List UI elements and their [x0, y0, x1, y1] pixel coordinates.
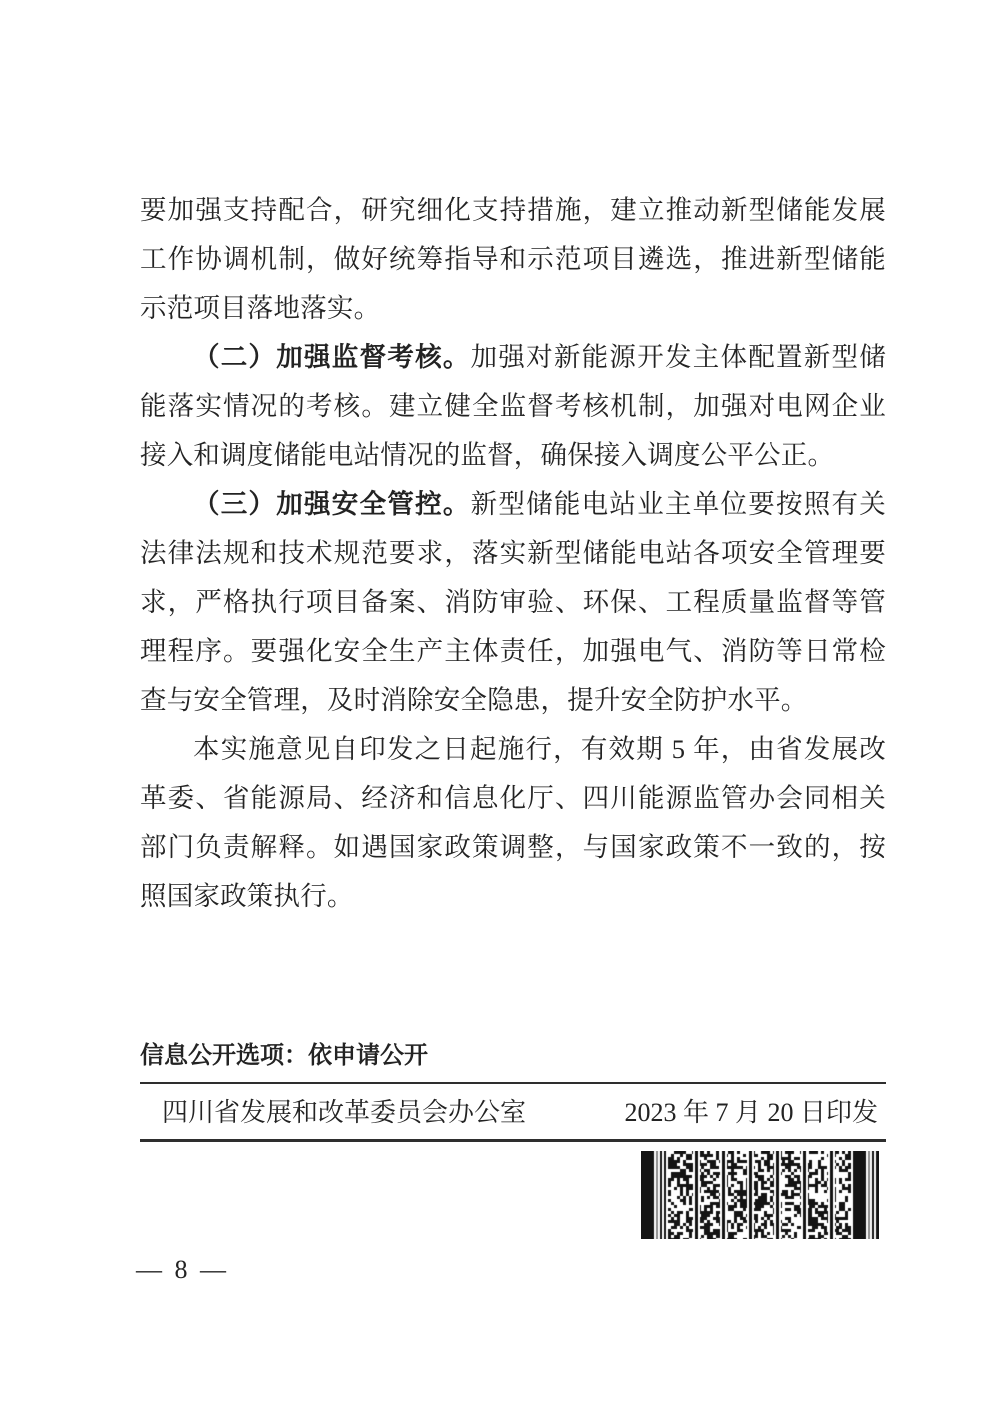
page-number: — 8 — — [136, 1255, 229, 1284]
print-date: 2023 年 7 月 20 日印发 — [624, 1098, 878, 1127]
issuer-name: 四川省发展和改革委员会办公室 — [162, 1098, 527, 1127]
disclosure-row — [140, 1041, 886, 1084]
paragraph-lead: （三）加强安全管控。 — [193, 489, 471, 519]
paragraph-item-3 — [140, 480, 886, 725]
paragraph-item-2 — [140, 333, 886, 480]
paragraph-text: 加强对新能源开发主体配置新型储能落实情况的考核。建立健全监督考核机制，加强对电网企业接入和调度储能电站情况的监督，确保接入调度公平公正。 — [140, 342, 886, 470]
paragraph-lead: （二）加强监督考核。 — [193, 342, 471, 372]
document-footer — [136, 1041, 886, 1285]
barcode-row — [140, 1142, 886, 1239]
issuer-row — [140, 1084, 886, 1142]
paragraph-continuation — [140, 186, 886, 333]
paragraph-text: 新型储能电站业主单位要按照有关法律法规和技术规范要求，落实新型储能电站各项安全管理要求，严格执行项目备案、消防审验、环保、工程质量监督等管理程序。要强化安全生产主体责任，加强电气、消防等日常检查与安全管理，及时消除安全隐患，提升安全防护水平。 — [140, 489, 886, 715]
document-barcode-icon — [641, 1151, 879, 1239]
disclosure-value: 依申请公开 — [308, 1042, 428, 1069]
paragraph-text: 本实施意见自印发之日起施行，有效期 5 年，由省发展改革委、省能源局、经济和信息化厅、四川能源监管办会同相关部门负责解释。如遇国家政策调整，与国家政策不一致的，按照国家政策执行。 — [140, 734, 886, 911]
paragraph-effective-period — [140, 725, 886, 921]
disclosure-label: 信息公开选项： — [140, 1042, 308, 1069]
paragraph-text: 要加强支持配合，研究细化支持措施，建立推动新型储能发展工作协调机制，做好统筹指导和示范项目遴选，推进新型储能示范项目落地落实。 — [140, 195, 886, 323]
document-body — [136, 186, 886, 1285]
